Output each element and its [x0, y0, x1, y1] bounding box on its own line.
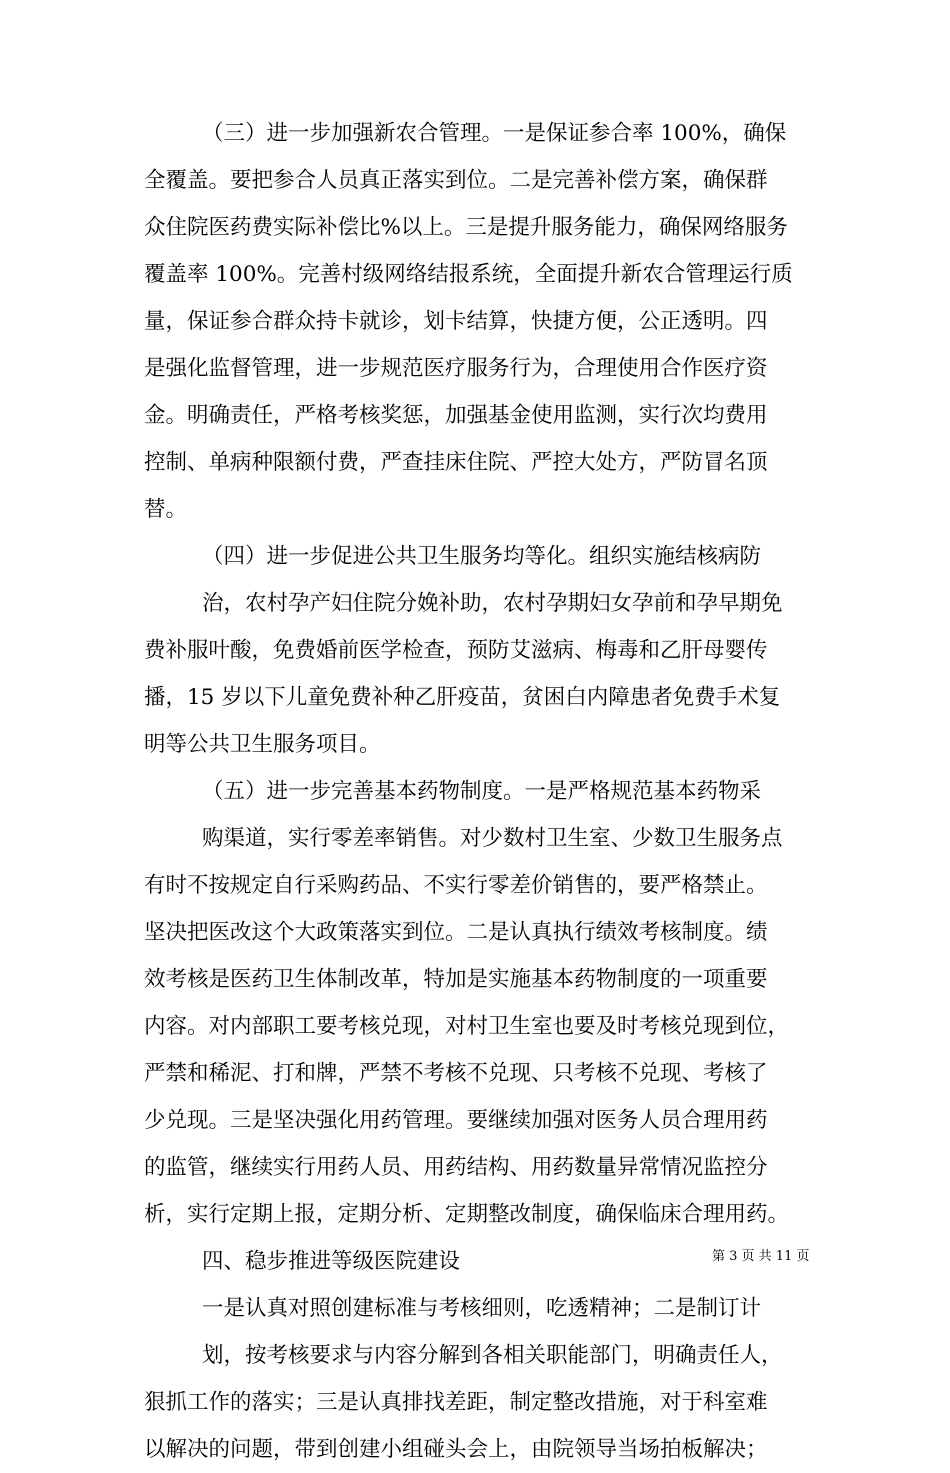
text-line: 购渠道，实行零差率销售。对少数村卫生室、少数卫生服务点: [202, 826, 783, 851]
text-line: 狠抓工作的落实；三是认真排找差距，制定整改措施，对于科室难: [144, 1390, 768, 1415]
text-line: 播，15 岁以下儿童免费补种乙肝疫苗，贫困白内障患者免费手术复: [144, 685, 781, 710]
text-line: 划，按考核要求与内容分解到各相关职能部门，明确责任人，: [202, 1343, 783, 1368]
document-body: [144, 110, 806, 1473]
text-line: 的监管，继续实行用药人员、用药结构、用药数量异常情况监控分: [144, 1155, 768, 1180]
text-line: 严禁和稀泥、打和牌，严禁不考核不兑现、只考核不兑现、考核了: [144, 1061, 768, 1086]
text-line: 替。: [144, 497, 188, 522]
text-line: 明等公共卫生服务项目。: [144, 732, 381, 757]
text-line: 量，保证参合群众持卡就诊，划卡结算，快捷方便，公正透明。四: [144, 309, 768, 334]
text-line: 有时不按规定自行采购药品、不实行零差价销售的，要严格禁止。: [144, 873, 768, 898]
text-line: （四）进一步促进公共卫生服务均等化。组织实施结核病防: [202, 544, 762, 569]
text-line: 治，农村孕产妇住院分娩补助，农村孕期妇女孕前和孕早期免: [202, 591, 783, 616]
text-line: 内容。对内部职工要考核兑现，对村卫生室也要及时考核兑现到位，: [144, 1014, 790, 1039]
text-line: 以解决的问题，带到创建小组碰头会上，由院领导当场拍板解决；: [144, 1437, 768, 1462]
text-line: 覆盖率 100%。完善村级网络结报系统，全面提升新农合管理运行质: [144, 262, 793, 287]
text-line: 费补服叶酸，免费婚前医学检查，预防艾滋病、梅毒和乙肝母婴传: [144, 638, 768, 663]
text-line: 坚决把医改这个大政策落实到位。二是认真执行绩效考核制度。绩: [144, 920, 768, 945]
text-line: （五）进一步完善基本药物制度。一是严格规范基本药物采: [202, 779, 762, 804]
text-line: 众住院医药费实际补偿比%以上。三是提升服务能力，确保网络服务: [144, 215, 788, 240]
text-line: 少兑现。三是坚决强化用药管理。要继续加强对医务人员合理用药: [144, 1108, 768, 1133]
page-number: 第 3 页 共 11 页: [712, 1249, 810, 1264]
text-line: 控制、单病种限额付费，严查挂床住院、严控大处方，严防冒名顶: [144, 450, 768, 475]
text-line: 金。明确责任，严格考核奖惩，加强基金使用监测，实行次均费用: [144, 403, 768, 428]
section-heading: 四、稳步推进等级医院建设: [202, 1249, 461, 1274]
text-line: 效考核是医药卫生体制改革，特加是实施基本药物制度的一项重要: [144, 967, 768, 992]
text-line: 是强化监督管理，进一步规范医疗服务行为，合理使用合作医疗资: [144, 356, 768, 381]
text-line: 析，实行定期上报，定期分析、定期整改制度，确保临床合理用药。: [144, 1202, 790, 1227]
text-line: （三）进一步加强新农合管理。一是保证参合率 100%，确保: [202, 121, 787, 146]
text-line: 一是认真对照创建标准与考核细则，吃透精神；二是制订计: [202, 1296, 762, 1321]
text-line: 全覆盖。要把参合人员真正落实到位。二是完善补偿方案，确保群: [144, 168, 768, 193]
